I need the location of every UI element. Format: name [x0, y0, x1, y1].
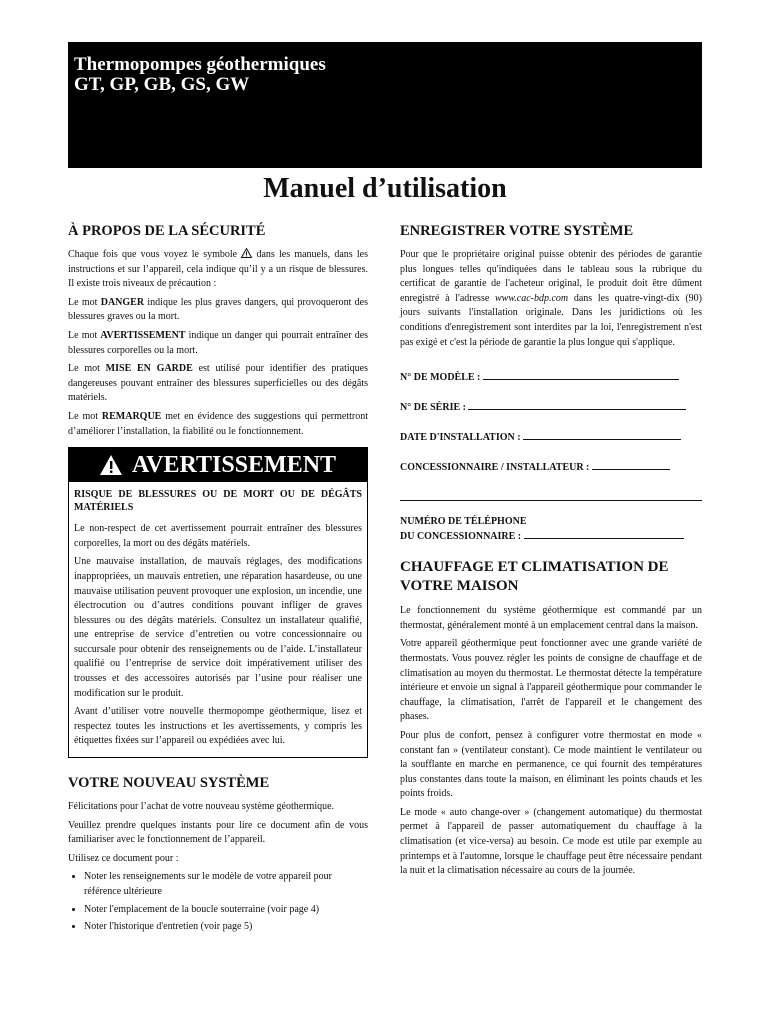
- warning-box: [68, 447, 368, 758]
- new-system-p1: Félicitations pour l’achat de votre nouveau système géothermique.: [68, 801, 335, 813]
- list-item: • Noter les renseignements sur le modèle de votre appareil pour référence ultérieure: [84, 870, 368, 899]
- banner-title: Thermopompes géothermiques: [74, 54, 326, 75]
- note-definition: Le mot REMARQUE met en évidence des suggestions qui permettront d’améliorer l’installation, la fiabilité ou le fonctionnement.: [68, 410, 369, 437]
- danger-definition: Le mot DANGER indique les plus graves dangers, qui provoqueront des blessures graves ou la mort.: [68, 296, 369, 323]
- heating-p3: Pour plus de confort, pensez à configurer votre thermostat en mode « constant fan » (ventilateur constant). Ce mode maintient le ventilateur ou la soufflante en marche en permanence, ce qui fournit des températures plus constantes dans toute la maison, en éliminant les points chauds et les points froids.: [400, 729, 702, 800]
- model-number-field: N° DE MODÈLE :: [400, 370, 702, 385]
- dealer-phone-line[interactable]: [524, 529, 684, 539]
- serial-number-line[interactable]: [468, 400, 686, 410]
- safety-heading: À PROPOS DE LA SÉCURITÉ: [68, 223, 266, 239]
- install-date-line[interactable]: [523, 430, 681, 440]
- new-system-p2: Veuillez prendre quelques instants pour lire ce document afin de vous familiariser avec le fonctionnement de l’appareil.: [68, 819, 368, 846]
- new-system-heading: VOTRE NOUVEAU SYSTÈME: [68, 775, 270, 792]
- heating-p4: Le mode « auto change-over » (changement automatique) du thermostat permet à l'appareil de passer automatiquement du chauffage à la climatisation (et vice-versa) au besoin. Ce mode est utile par exemple au printemps et à l'automne, lorsque le chauffage peut être nécessaire pendant la nuit et la climatisation nécessaire au cours de la journée.: [400, 806, 702, 877]
- warning-triangle-icon: [100, 455, 122, 475]
- left-column: [68, 222, 368, 938]
- banner-models: GT, GP, GB, GS, GW: [74, 74, 250, 95]
- heating-p2: Votre appareil géothermique peut fonctionner avec une grande variété de thermostats. Vous pouvez régler les points de consigne de chauffage et de climatisation au moyen du thermostat. Le thermostat détecte la température intérieure et envoie un signal à l'appareil géothermique pour commander le chauffage, la climatisation, l'arrêt de l'appareil et le changement des phases.: [400, 638, 702, 723]
- dealer-phone-field: NUMÉRO DE TÉLÉPHONE DU CONCESSIONNAIRE :: [400, 515, 702, 544]
- warning-box-header: [69, 448, 367, 482]
- dealer-line[interactable]: [592, 460, 670, 470]
- header-banner: [68, 42, 702, 168]
- warning-definition: Le mot AVERTISSEMENT indique un danger qui pourrait entraîner des blessures corporelles ou la mort.: [68, 329, 369, 356]
- warning-box-title: AVERTISSEMENT: [131, 451, 337, 478]
- heating-heading: CHAUFFAGE ET CLIMATISATION DE VOTRE MAISON: [400, 559, 669, 595]
- serial-number-field: N° DE SÉRIE :: [400, 400, 702, 415]
- registration-url: www.cac-bdp.com: [494, 292, 569, 304]
- install-date-field: DATE D'INSTALLATION :: [400, 430, 702, 445]
- safety-intro: Chaque fois que vous voyez le symbole dans les manuels, dans les instructions et sur l’appareil, cela indique qu’il y a un risque de blessures. Il existe trois niveaux de précaution :: [68, 249, 368, 290]
- warning-p1: Le non-respect de cet avertissement pourrait entraîner des blessures corporelles, la mort ou des dégâts matériels.: [74, 523, 362, 549]
- dealer-field: CONCESSIONNAIRE / INSTALLATEUR :: [400, 460, 702, 475]
- register-heading: ENREGISTRER VOTRE SYSTÈME: [400, 223, 634, 239]
- right-column: [400, 222, 702, 883]
- warning-p2: Une mauvaise installation, de mauvais réglages, des modifications inappropriées, un mauvais entretien, une réparation hasardeuse, ou une mauvaise utilisation peuvent provoquer une explosion, un incendie, une électrocution ou d’autres conditions pouvant infliger de graves blessures ou des dégâts matériels. Consultez un installateur qualifié, une entreprise de service d’entretien ou votre concessionnaire ou succursale pour obtenir des renseignements ou de l’aide. L’installateur qualifié ou l’entreprise de service doit impérativement utiliser des trousses et des accessoires autorisés par l’usine pour réaliser une modification sur le produit.: [74, 556, 362, 699]
- list-item: • Noter l'historique d'entretien (voir page 5): [84, 920, 368, 935]
- caution-definition: Le mot MISE EN GARDE est utilisé pour identifier des pratiques dangereuses pouvant entraîner des blessures superficielles ou des dégâts matériels.: [68, 363, 368, 404]
- heating-p1: Le fonctionnement du système géothermique est commandé par un thermostat, généralement monté à un emplacement central dans la maison.: [400, 605, 702, 631]
- list-item: • Noter l'emplacement de la boucle souterraine (voir page 4): [84, 903, 368, 918]
- warning-p3: Avant d’utiliser votre nouvelle thermopompe géothermique, lisez et respectez toutes les instructions et les avertissements, y compris les étiquettes fixées sur l’appareil ou expédiées avec lui.: [74, 706, 362, 747]
- model-number-line[interactable]: [483, 370, 679, 380]
- warning-risk: RISQUE DE BLESSURES OU DE MORT OU DE DÉGÂTS MATÉRIELS: [74, 489, 362, 514]
- new-system-p3: Utilisez ce document pour :: [68, 852, 179, 864]
- register-paragraph: Pour que le propriétaire original puisse obtenir des périodes de garantie plus longues telles qu'indiquées dans le tableau sous la rubrique du certificat de garantie de l'acheteur original, le produit doit être dûment enregistré à l'adresse www.cac-bdp.com dans les quatre-vingt-dix (90) jours suivants l'installation originale. Dans les juridictions où les conditions d'enregistrement sont interdites par la loi, l'enregistrement n'est pas exigé et c'est la période de garantie la plus longue qui s'applique.: [400, 249, 703, 348]
- new-system-list: [68, 870, 368, 934]
- dealer-line-2[interactable]: [400, 490, 702, 501]
- warning-triangle-icon: [241, 248, 252, 258]
- page-title: Manuel d’utilisation: [263, 173, 507, 204]
